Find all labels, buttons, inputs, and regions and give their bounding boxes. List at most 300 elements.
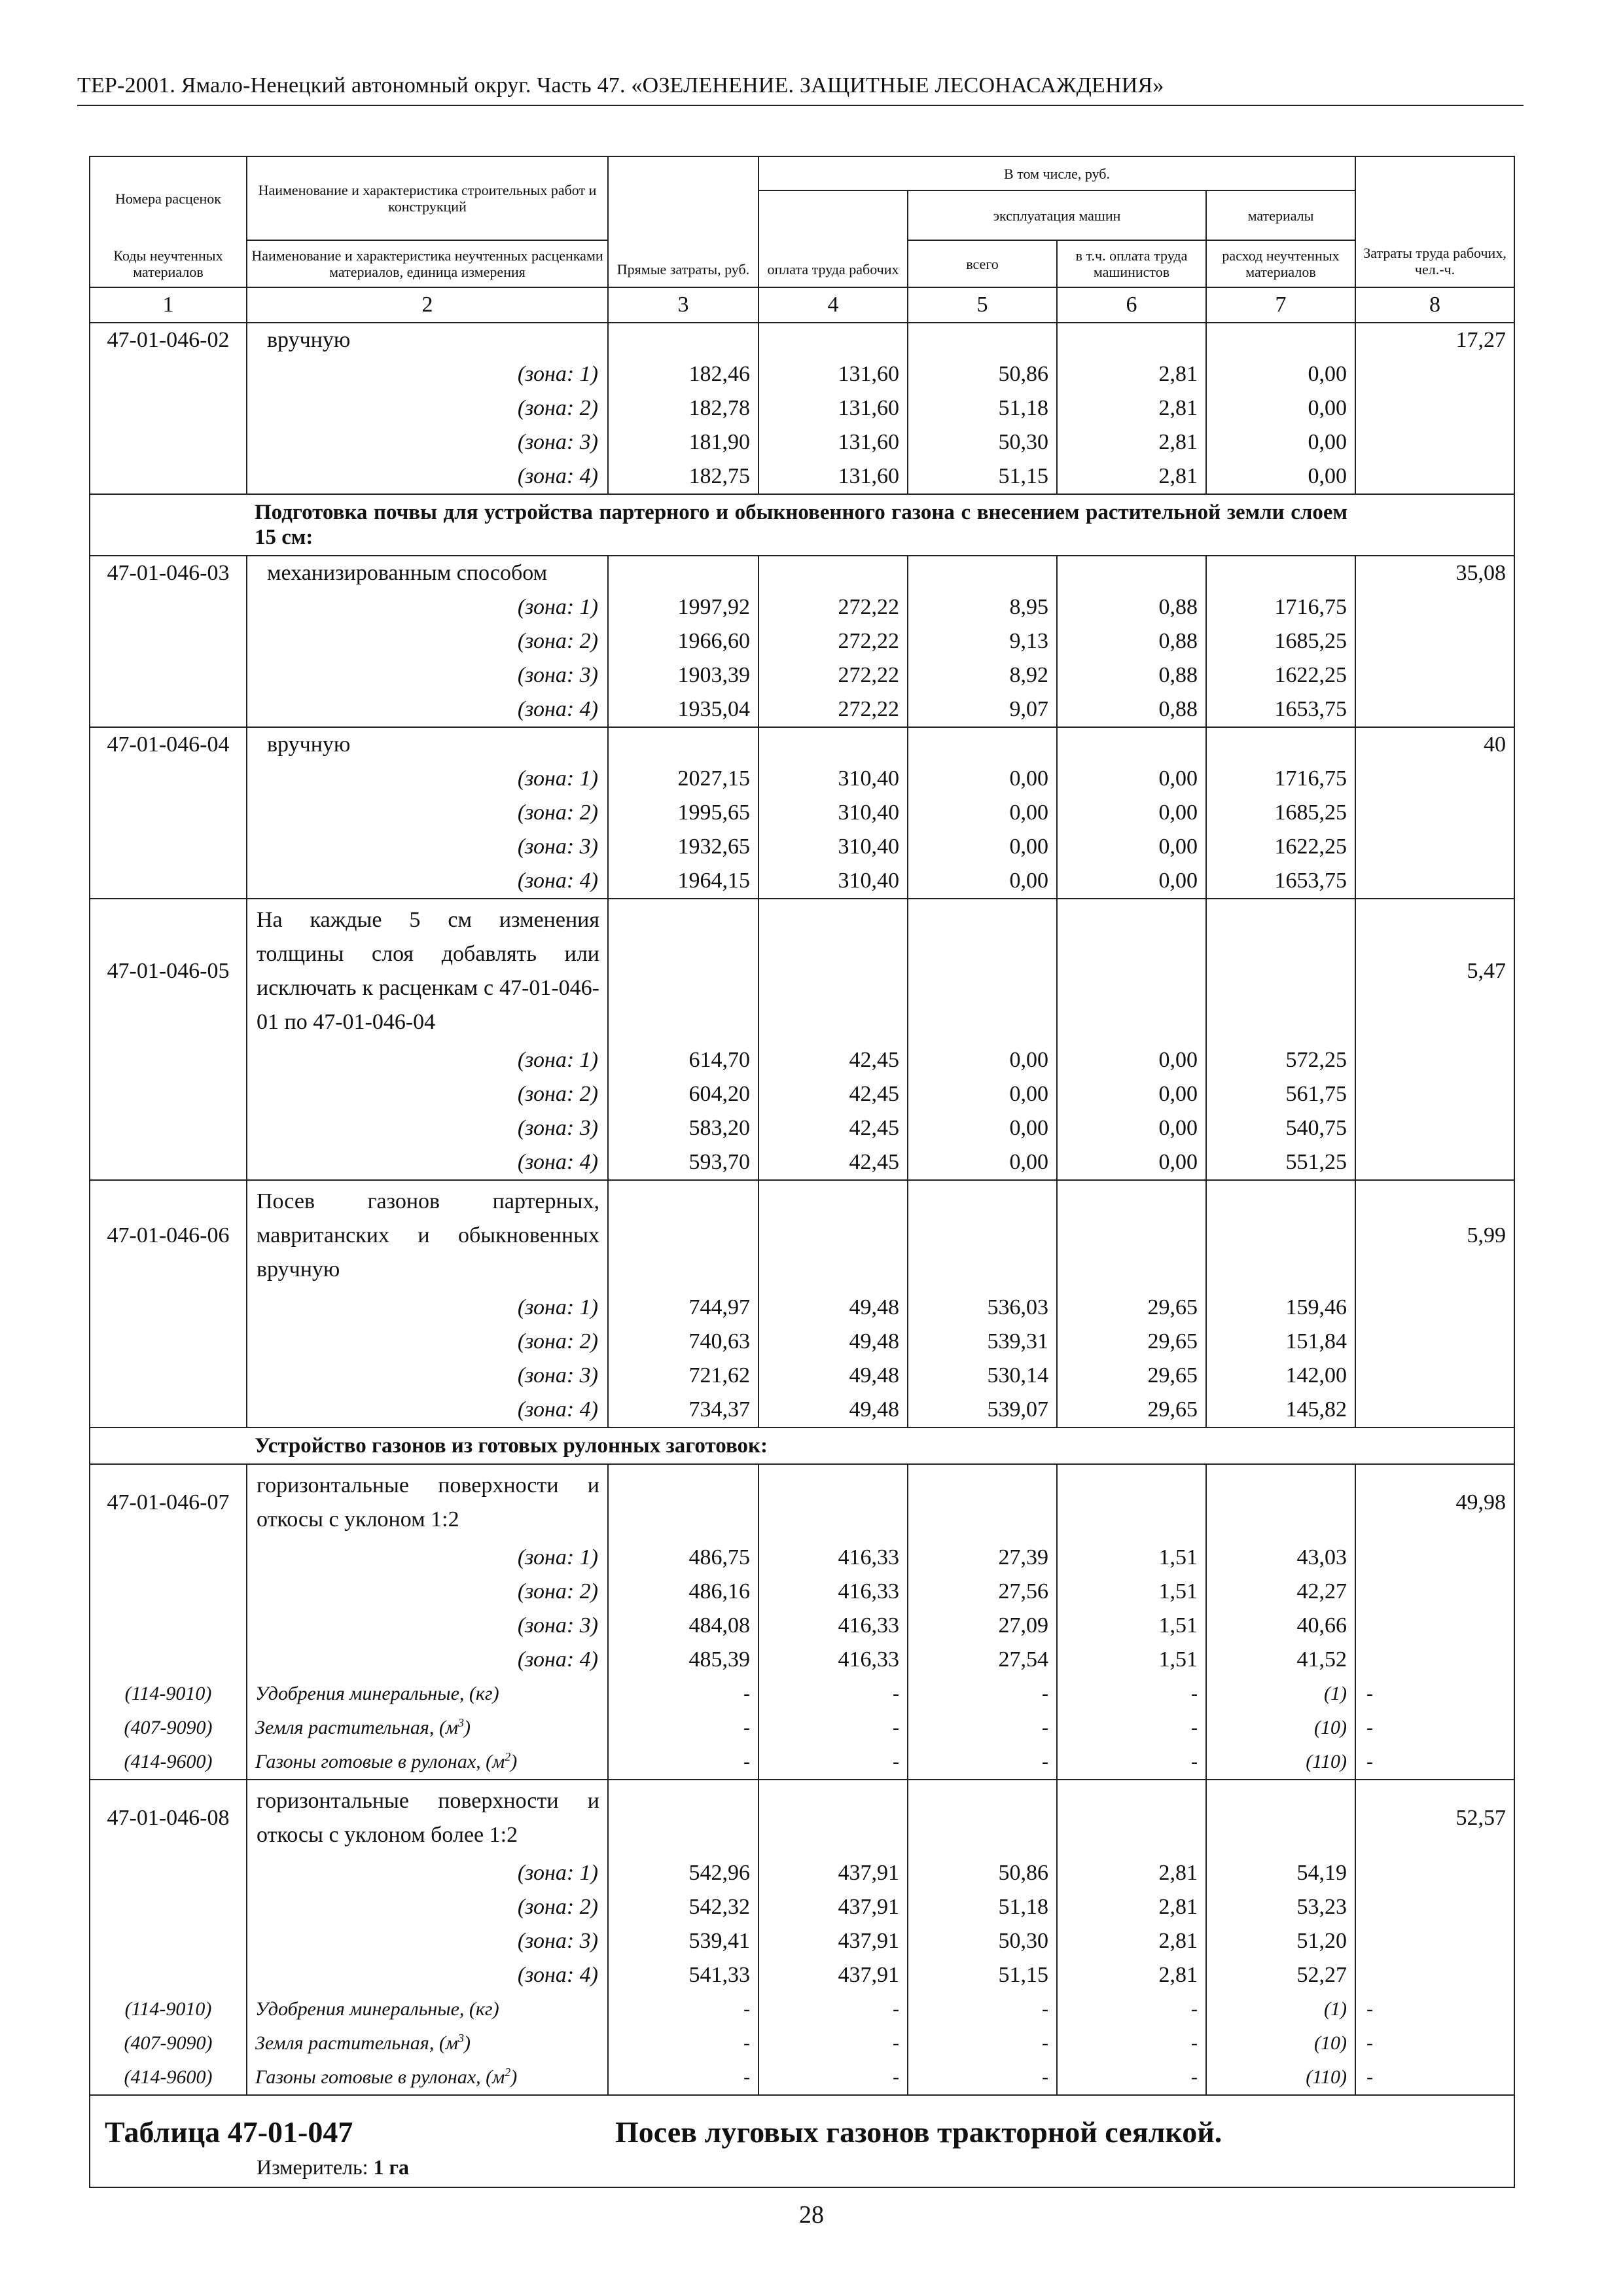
empty-cell xyxy=(1355,624,1514,658)
zone-value: 51,20 xyxy=(1206,1924,1355,1958)
material-name-tail: ) xyxy=(464,1717,471,1738)
empty-cell xyxy=(90,1890,247,1924)
empty-cell xyxy=(908,1180,1057,1291)
zone-value: 49,48 xyxy=(758,1359,908,1393)
zone-value: 50,30 xyxy=(908,425,1057,459)
header-total: всего xyxy=(908,240,1057,287)
empty-cell xyxy=(1355,494,1514,556)
empty-cell xyxy=(1206,1464,1355,1541)
unit-exponent: 3 xyxy=(458,2032,465,2045)
zone-value: 1903,39 xyxy=(608,658,758,692)
zone-value: 0,00 xyxy=(908,830,1057,864)
zone-value: 0,88 xyxy=(1057,692,1206,727)
material-name xyxy=(247,1992,608,2026)
empty-cell xyxy=(908,1780,1057,1856)
material-value: - xyxy=(758,1745,908,1780)
section-row xyxy=(90,1427,1514,1464)
material-value: (10) xyxy=(1206,1711,1355,1745)
material-value: - xyxy=(908,1992,1057,2026)
zone-value: 2,81 xyxy=(1057,1890,1206,1924)
zone-label: (зона: 3) xyxy=(247,830,608,864)
material-row xyxy=(90,2060,1514,2095)
zone-value: 486,16 xyxy=(608,1575,758,1609)
zone-value: 542,32 xyxy=(608,1890,758,1924)
zone-value: 0,88 xyxy=(1057,590,1206,624)
zone-value: 1932,65 xyxy=(608,830,758,864)
zone-value: 416,33 xyxy=(758,1541,908,1575)
zone-label: (зона: 2) xyxy=(247,1077,608,1111)
empty-cell xyxy=(1057,1780,1206,1856)
zone-value: 53,23 xyxy=(1206,1890,1355,1924)
empty-cell xyxy=(1355,1575,1514,1609)
material-value: - xyxy=(1057,1677,1206,1711)
zone-value: 540,75 xyxy=(1206,1111,1355,1145)
zone-value: 0,00 xyxy=(1057,864,1206,899)
empty-cell xyxy=(90,1541,247,1575)
unit-exponent: 2 xyxy=(505,2066,511,2079)
header-numbers: Номера расценок xyxy=(90,156,247,240)
zone-value: 721,62 xyxy=(608,1359,758,1393)
zone-label: (зона: 4) xyxy=(247,1643,608,1677)
zone-value: 1,51 xyxy=(1057,1609,1206,1643)
empty-cell xyxy=(90,796,247,830)
zone-value: 40,66 xyxy=(1206,1609,1355,1643)
header-unacc-materials: расход неучтенных материалов xyxy=(1206,240,1355,287)
material-value: - xyxy=(908,1711,1057,1745)
zone-row xyxy=(90,1609,1514,1643)
zone-row xyxy=(90,459,1514,494)
rate-title: горизонтальные поверхности и откосы с уклоном более 1:2 xyxy=(247,1780,608,1856)
zone-value: 437,91 xyxy=(758,1856,908,1890)
zone-value: 0,00 xyxy=(1057,796,1206,830)
zone-row xyxy=(90,864,1514,899)
zone-value: 2,81 xyxy=(1057,1958,1206,1992)
empty-cell xyxy=(1355,1077,1514,1111)
page-number: 28 xyxy=(799,2201,824,2229)
empty-cell xyxy=(90,1111,247,1145)
empty-cell xyxy=(1355,590,1514,624)
zone-row xyxy=(90,1291,1514,1325)
material-value: - xyxy=(608,1992,758,2026)
empty-cell xyxy=(908,899,1057,1043)
empty-cell xyxy=(90,1291,247,1325)
labor-cost: 40 xyxy=(1355,727,1514,762)
zone-value: 50,86 xyxy=(908,357,1057,391)
zone-value: 437,91 xyxy=(758,1958,908,1992)
empty-cell xyxy=(1355,1359,1514,1393)
material-row xyxy=(90,1745,1514,1780)
rate-row xyxy=(90,899,1514,1043)
material-labor: - xyxy=(1355,2060,1514,2095)
zone-value: 484,08 xyxy=(608,1609,758,1643)
empty-cell xyxy=(1355,864,1514,899)
zone-value: 1653,75 xyxy=(1206,864,1355,899)
zone-row xyxy=(90,1575,1514,1609)
col-number: 2 xyxy=(247,287,608,323)
zone-value: 27,39 xyxy=(908,1541,1057,1575)
material-value: - xyxy=(1057,2060,1206,2095)
zone-label: (зона: 4) xyxy=(247,692,608,727)
zone-value: 0,00 xyxy=(1057,1111,1206,1145)
zone-row xyxy=(90,830,1514,864)
empty-cell xyxy=(758,727,908,762)
zone-row xyxy=(90,1145,1514,1180)
material-name xyxy=(247,2026,608,2060)
material-name-tail: ) xyxy=(510,1751,518,1772)
rate-row xyxy=(90,1180,1514,1291)
material-code: (414-9600) xyxy=(90,2060,247,2095)
header-codes: Коды неучтенных материалов xyxy=(90,240,247,287)
empty-cell xyxy=(758,899,908,1043)
meter-line xyxy=(257,2153,1499,2181)
zone-value: 1,51 xyxy=(1057,1575,1206,1609)
zone-value: 437,91 xyxy=(758,1924,908,1958)
rates-table xyxy=(89,156,1515,2188)
empty-cell xyxy=(90,459,247,494)
zone-value: 2027,15 xyxy=(608,762,758,796)
empty-cell xyxy=(1355,391,1514,425)
rate-row xyxy=(90,1464,1514,1541)
zone-value: 536,03 xyxy=(908,1291,1057,1325)
empty-cell xyxy=(608,1780,758,1856)
empty-cell xyxy=(1206,899,1355,1043)
zone-value: 0,00 xyxy=(1057,1043,1206,1077)
zone-row xyxy=(90,1325,1514,1359)
zone-value: 0,00 xyxy=(908,1111,1057,1145)
labor-cost: 17,27 xyxy=(1355,323,1514,357)
zone-value: 52,27 xyxy=(1206,1958,1355,1992)
zone-row xyxy=(90,796,1514,830)
material-value: - xyxy=(608,2026,758,2060)
zone-value: 1995,65 xyxy=(608,796,758,830)
empty-cell xyxy=(758,323,908,357)
empty-cell xyxy=(1355,1643,1514,1677)
zone-label: (зона: 4) xyxy=(247,1393,608,1427)
material-row xyxy=(90,2026,1514,2060)
zone-value: 182,75 xyxy=(608,459,758,494)
zone-row xyxy=(90,658,1514,692)
empty-cell xyxy=(1057,1464,1206,1541)
zone-row xyxy=(90,1077,1514,1111)
empty-cell xyxy=(1355,357,1514,391)
zone-value: 416,33 xyxy=(758,1643,908,1677)
material-value: - xyxy=(1057,2026,1206,2060)
section-row xyxy=(90,494,1514,556)
material-value: - xyxy=(1057,1992,1206,2026)
zone-value: 43,03 xyxy=(1206,1541,1355,1575)
empty-cell xyxy=(90,1393,247,1427)
empty-cell xyxy=(1355,1958,1514,1992)
header-name2: Наименование и характеристика неучтенных расценками материалов, единица измерения xyxy=(247,240,608,287)
next-table-header xyxy=(90,2095,1514,2187)
zone-value: 614,70 xyxy=(608,1043,758,1077)
zone-value: 1622,25 xyxy=(1206,830,1355,864)
empty-cell xyxy=(90,1643,247,1677)
zone-value: 9,13 xyxy=(908,624,1057,658)
material-code: (114-9010) xyxy=(90,1677,247,1711)
empty-cell xyxy=(90,357,247,391)
header-direct: Прямые затраты, руб. xyxy=(608,156,758,287)
zone-value: 541,33 xyxy=(608,1958,758,1992)
material-labor: - xyxy=(1355,1711,1514,1745)
zone-label: (зона: 1) xyxy=(247,1043,608,1077)
empty-cell xyxy=(1057,727,1206,762)
meter-value: 1 га xyxy=(373,2155,410,2179)
material-name xyxy=(247,2060,608,2095)
zone-row xyxy=(90,1958,1514,1992)
empty-cell xyxy=(90,1077,247,1111)
zone-value: 2,81 xyxy=(1057,357,1206,391)
zone-value: 42,27 xyxy=(1206,1575,1355,1609)
empty-cell xyxy=(90,864,247,899)
material-value: - xyxy=(908,1677,1057,1711)
empty-cell xyxy=(90,762,247,796)
empty-cell xyxy=(608,1464,758,1541)
rate-code: 47-01-046-03 xyxy=(90,556,247,590)
zone-label: (зона: 2) xyxy=(247,796,608,830)
zone-value: 41,52 xyxy=(1206,1643,1355,1677)
zone-value: 1,51 xyxy=(1057,1541,1206,1575)
empty-cell xyxy=(1355,1325,1514,1359)
material-name-tail: ) xyxy=(510,2066,518,2088)
empty-cell xyxy=(1206,323,1355,357)
next-table-label: Таблица 47-01-047 xyxy=(105,2115,353,2149)
empty-cell xyxy=(908,1464,1057,1541)
zone-label: (зона: 1) xyxy=(247,1291,608,1325)
zone-row xyxy=(90,762,1514,796)
material-value: (10) xyxy=(1206,2026,1355,2060)
header-including: В том числе, руб. xyxy=(758,156,1355,190)
empty-cell xyxy=(90,1325,247,1359)
zone-value: 42,45 xyxy=(758,1111,908,1145)
zone-value: 0,00 xyxy=(1206,391,1355,425)
empty-cell xyxy=(1355,1111,1514,1145)
zone-value: 2,81 xyxy=(1057,459,1206,494)
zone-value: 49,48 xyxy=(758,1325,908,1359)
material-row xyxy=(90,1992,1514,2026)
zone-value: 539,41 xyxy=(608,1924,758,1958)
material-name-text: Земля растительная, (м xyxy=(255,1717,459,1738)
empty-cell xyxy=(1057,1180,1206,1291)
empty-cell xyxy=(608,899,758,1043)
rate-code: 47-01-046-05 xyxy=(90,899,247,1043)
zone-value: 310,40 xyxy=(758,864,908,899)
zone-value: 1622,25 xyxy=(1206,658,1355,692)
zone-value: 0,00 xyxy=(908,1043,1057,1077)
zone-label: (зона: 2) xyxy=(247,624,608,658)
zone-value: 51,15 xyxy=(908,459,1057,494)
empty-cell xyxy=(1355,1541,1514,1575)
material-value: - xyxy=(608,1711,758,1745)
zone-value: 310,40 xyxy=(758,796,908,830)
zone-value: 1716,75 xyxy=(1206,590,1355,624)
empty-cell xyxy=(1057,556,1206,590)
labor-cost: 49,98 xyxy=(1355,1464,1514,1541)
material-value: - xyxy=(608,2060,758,2095)
zone-value: 1,51 xyxy=(1057,1643,1206,1677)
material-value: - xyxy=(908,1745,1057,1780)
zone-value: 1685,25 xyxy=(1206,796,1355,830)
unit-exponent: 2 xyxy=(505,1750,511,1763)
empty-cell xyxy=(608,727,758,762)
material-value: (1) xyxy=(1206,1677,1355,1711)
zone-value: 539,07 xyxy=(908,1393,1057,1427)
empty-cell xyxy=(90,1043,247,1077)
zone-label: (зона: 4) xyxy=(247,864,608,899)
zone-value: 486,75 xyxy=(608,1541,758,1575)
zone-value: 416,33 xyxy=(758,1575,908,1609)
material-value: - xyxy=(608,1745,758,1780)
rate-row xyxy=(90,556,1514,590)
zone-label: (зона: 1) xyxy=(247,762,608,796)
empty-cell xyxy=(1355,459,1514,494)
labor-cost: 5,99 xyxy=(1355,1180,1514,1291)
empty-cell xyxy=(90,1575,247,1609)
zone-value: 8,95 xyxy=(908,590,1057,624)
header-labor-pay: оплата труда рабочих xyxy=(758,190,908,287)
zone-value: 583,20 xyxy=(608,1111,758,1145)
next-table-title: Посев луговых газонов тракторной сеялкой. xyxy=(615,2115,1222,2149)
zone-value: 2,81 xyxy=(1057,425,1206,459)
zone-row xyxy=(90,425,1514,459)
col-number: 5 xyxy=(908,287,1057,323)
zone-value: 0,00 xyxy=(1057,1145,1206,1180)
empty-cell xyxy=(90,494,247,556)
zone-value: 51,18 xyxy=(908,391,1057,425)
empty-cell xyxy=(1355,1427,1514,1464)
zone-row xyxy=(90,391,1514,425)
zone-value: 272,22 xyxy=(758,692,908,727)
zone-value: 0,00 xyxy=(908,1077,1057,1111)
empty-cell xyxy=(758,1780,908,1856)
zone-label: (зона: 2) xyxy=(247,1325,608,1359)
zone-value: 1964,15 xyxy=(608,864,758,899)
zone-value: 27,54 xyxy=(908,1643,1057,1677)
empty-cell xyxy=(1206,1780,1355,1856)
zone-value: 272,22 xyxy=(758,658,908,692)
empty-cell xyxy=(90,658,247,692)
zone-value: 0,00 xyxy=(1057,1077,1206,1111)
empty-cell xyxy=(908,323,1057,357)
zone-value: 181,90 xyxy=(608,425,758,459)
zone-value: 744,97 xyxy=(608,1291,758,1325)
col-number: 3 xyxy=(608,287,758,323)
empty-cell xyxy=(90,1427,247,1464)
labor-cost: 52,57 xyxy=(1355,1780,1514,1856)
zone-value: 0,00 xyxy=(1206,459,1355,494)
empty-cell xyxy=(1355,1145,1514,1180)
empty-cell xyxy=(758,1180,908,1291)
zone-value: 29,65 xyxy=(1057,1325,1206,1359)
zone-value: 561,75 xyxy=(1206,1077,1355,1111)
zone-value: 49,48 xyxy=(758,1291,908,1325)
material-value: - xyxy=(908,2060,1057,2095)
zone-value: 51,18 xyxy=(908,1890,1057,1924)
empty-cell xyxy=(1206,727,1355,762)
header-name: Наименование и характеристика строительных работ и конструкций xyxy=(247,156,608,240)
empty-cell xyxy=(90,391,247,425)
material-value: - xyxy=(758,1677,908,1711)
zone-value: 0,00 xyxy=(908,762,1057,796)
empty-cell xyxy=(1057,323,1206,357)
zone-value: 131,60 xyxy=(758,459,908,494)
zone-value: 485,39 xyxy=(608,1643,758,1677)
zone-value: 0,88 xyxy=(1057,624,1206,658)
zone-value: 1966,60 xyxy=(608,624,758,658)
empty-cell xyxy=(1355,1924,1514,1958)
zone-value: 1716,75 xyxy=(1206,762,1355,796)
zone-row xyxy=(90,1856,1514,1890)
empty-cell xyxy=(608,323,758,357)
header-incl-machinists: в т.ч. оплата труда машинистов xyxy=(1057,240,1206,287)
empty-cell xyxy=(1355,1043,1514,1077)
zone-label: (зона: 1) xyxy=(247,590,608,624)
empty-cell xyxy=(90,425,247,459)
material-name-text: Удобрения минеральные, (кг) xyxy=(255,1998,499,2020)
zone-value: 42,45 xyxy=(758,1145,908,1180)
material-code: (414-9600) xyxy=(90,1745,247,1780)
empty-cell xyxy=(908,556,1057,590)
material-value: - xyxy=(758,2060,908,2095)
rate-row xyxy=(90,1780,1514,1856)
column-numbers-row xyxy=(90,287,1514,323)
zone-value: 1653,75 xyxy=(1206,692,1355,727)
zone-label: (зона: 4) xyxy=(247,1145,608,1180)
material-name xyxy=(247,1745,608,1780)
running-header: ТЕР-2001. Ямало-Ненецкий автономный округ. Часть 47. «ОЗЕЛЕНЕНИЕ. ЗАЩИТНЫЕ ЛЕСОНАСАЖДЕНИЯ» xyxy=(77,73,1164,98)
empty-cell xyxy=(90,624,247,658)
zone-value: 29,65 xyxy=(1057,1359,1206,1393)
zone-value: 0,88 xyxy=(1057,658,1206,692)
empty-cell xyxy=(90,1958,247,1992)
material-value: (110) xyxy=(1206,2060,1355,2095)
zone-value: 131,60 xyxy=(758,425,908,459)
empty-cell xyxy=(608,556,758,590)
rate-title: вручную xyxy=(247,323,608,357)
zone-value: 131,60 xyxy=(758,391,908,425)
zone-row xyxy=(90,624,1514,658)
zone-value: 539,31 xyxy=(908,1325,1057,1359)
zone-row xyxy=(90,1541,1514,1575)
empty-cell xyxy=(1355,1393,1514,1427)
zone-value: 572,25 xyxy=(1206,1043,1355,1077)
zone-value: 182,78 xyxy=(608,391,758,425)
material-value: (1) xyxy=(1206,1992,1355,2026)
rate-row xyxy=(90,727,1514,762)
zone-value: 27,09 xyxy=(908,1609,1057,1643)
empty-cell xyxy=(608,1180,758,1291)
empty-cell xyxy=(1355,762,1514,796)
zone-value: 310,40 xyxy=(758,830,908,864)
material-value: - xyxy=(1057,1711,1206,1745)
zone-value: 0,00 xyxy=(1206,357,1355,391)
col-number: 4 xyxy=(758,287,908,323)
section-title: Устройство газонов из готовых рулонных заготовок: xyxy=(247,1427,1355,1464)
rate-title: вручную xyxy=(247,727,608,762)
empty-cell xyxy=(90,1359,247,1393)
material-name-text: Газоны готовые в рулонах, (м xyxy=(255,2066,505,2088)
zone-value: 2,81 xyxy=(1057,391,1206,425)
zone-label: (зона: 1) xyxy=(247,1541,608,1575)
rate-title: механизированным способом xyxy=(247,556,608,590)
empty-cell xyxy=(90,1145,247,1180)
labor-cost: 35,08 xyxy=(1355,556,1514,590)
zone-label: (зона: 3) xyxy=(247,1111,608,1145)
zone-row xyxy=(90,1393,1514,1427)
next-table-cell xyxy=(90,2095,1514,2187)
empty-cell xyxy=(1355,1609,1514,1643)
zone-value: 272,22 xyxy=(758,624,908,658)
